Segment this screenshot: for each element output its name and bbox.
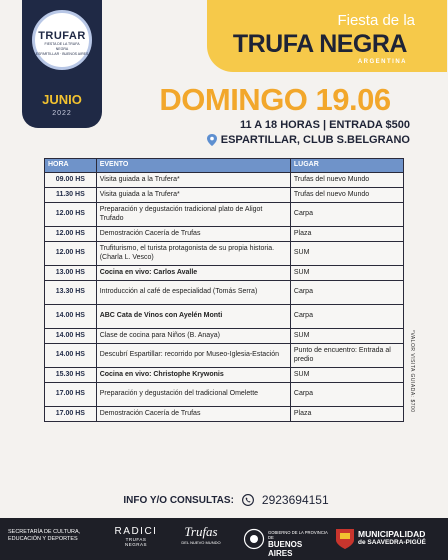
info-contact [96, 493, 356, 507]
row-time: 12.00 HS [45, 242, 97, 266]
table-row [45, 383, 404, 407]
row-event: Introducción al café de especialidad (Tomás Serra) [96, 281, 290, 305]
month-label: JUNIO [42, 92, 82, 107]
table-row [45, 242, 404, 266]
schedule-table [44, 158, 404, 422]
row-event: Preparación y degustación del tradicional Omelette [96, 383, 290, 407]
row-place: Punto de encuentro: Entrada al predio [290, 344, 403, 368]
logo-subtitle: FIESTA DE LA TRUFA NEGRA [44, 42, 80, 51]
info-label: INFO Y/O CONSULTAS: [123, 494, 234, 506]
event-hours: 11 A 18 HORAS | ENTRADA $500 [240, 119, 410, 131]
fiesta-subtitle: Fiesta de la [337, 12, 415, 29]
row-place: SUM [290, 329, 403, 344]
table-row [45, 407, 404, 422]
event-location [140, 134, 410, 146]
trufar-logo [32, 10, 92, 70]
row-event: ABC Cata de Vinos con Ayelén Monti [96, 305, 290, 329]
row-place: Trufas del nuevo Mundo [290, 188, 403, 203]
guided-visit-price-note: *VALOR VISITA GUIADA: $700 [409, 330, 415, 413]
row-event: Trufiturismo, el turista protagonista de su propia historia. (Charla L. Vesco) [96, 242, 290, 266]
trufas-name: Trufas [184, 524, 218, 539]
contact-phone: 2923694151 [261, 493, 329, 507]
row-time: 13.00 HS [45, 266, 97, 281]
row-time: 14.00 HS [45, 344, 97, 368]
row-event: Cocina en vivo: Carlos Avalle [96, 266, 290, 281]
secretaria-logo: SECRETARÍA DE CULTURA, EDUCACIÓN Y DEPORTES [8, 529, 81, 542]
row-event: Preparación y degustación tradicional plato de Aligot Trufado [96, 203, 290, 227]
row-place: SUM [290, 368, 403, 383]
event-place: ESPARTILLAR, CLUB S.BELGRANO [220, 134, 410, 146]
municipalidad-logo [358, 529, 446, 546]
table-row [45, 227, 404, 242]
row-time: 13.30 HS [45, 281, 97, 305]
event-title: TRUFA NEGRA [232, 30, 407, 58]
table-row [45, 281, 404, 305]
trufas-subtitle: DEL NUEVO MUNDO [181, 540, 221, 545]
row-place: Plaza [290, 407, 403, 422]
gobierno-line: GOBIERNO DE LA PROVINCIA DE [268, 530, 328, 540]
header-evento: EVENTO [96, 159, 290, 173]
row-place: Carpa [290, 281, 403, 305]
table-row [45, 188, 404, 203]
provincia-shield-icon [243, 528, 265, 550]
header-hora: HORA [45, 159, 97, 173]
row-time: 12.00 HS [45, 203, 97, 227]
table-row [45, 344, 404, 368]
row-event: Visita guiada a la Trufera* [96, 188, 290, 203]
row-place: Carpa [290, 305, 403, 329]
table-row [45, 329, 404, 344]
row-event: Cocina en vivo: Christophe Krywonis [96, 368, 290, 383]
trufas-nuevo-mundo-logo [176, 524, 226, 545]
table-row [45, 173, 404, 188]
row-place: Plaza [290, 227, 403, 242]
row-place: SUM [290, 266, 403, 281]
row-time: 17.00 HS [45, 383, 97, 407]
header-lugar: LUGAR [290, 159, 403, 173]
event-date: DOMINGO 19.06 [159, 82, 391, 117]
radici-name: RADICI [114, 526, 158, 537]
buenos-aires-label: BUENOS AIRES [268, 540, 303, 558]
row-event: Demostración Cacería de Trufas [96, 407, 290, 422]
radici-subtitle: TRUFAS NEGRAS [124, 537, 147, 547]
year-label: 2022 [52, 110, 72, 117]
row-event: Demostración Cacería de Trufas [96, 227, 290, 242]
row-event: Visita guiada a la Trufera* [96, 173, 290, 188]
table-row [45, 266, 404, 281]
table-row [45, 368, 404, 383]
row-place: Carpa [290, 203, 403, 227]
table-row [45, 203, 404, 227]
municipalidad-label: MUNICIPALIDAD [358, 529, 426, 539]
row-event: Clase de cocina para Niños (B. Anaya) [96, 329, 290, 344]
gobierno-ba-logo [268, 530, 328, 558]
radici-logo [114, 526, 158, 547]
table-header-row [45, 159, 404, 173]
row-time: 14.00 HS [45, 305, 97, 329]
row-time: 15.30 HS [45, 368, 97, 383]
row-place: Carpa [290, 383, 403, 407]
country-label: ARGENTINA [357, 59, 407, 65]
municipalidad-subtitle: de SAAVEDRA-PIGÜÉ [358, 539, 426, 546]
whatsapp-icon [242, 494, 254, 506]
sponsors-footer [0, 518, 448, 560]
row-event: Descubrí Espartillar: recorrido por Museo-Iglesia-Estación [96, 344, 290, 368]
row-time: 14.00 HS [45, 329, 97, 344]
logo-ring-text: ESPARTILLAR · BUENOS AIRES [35, 52, 89, 56]
row-place: Trufas del nuevo Mundo [290, 173, 403, 188]
row-time: 09.00 HS [45, 173, 97, 188]
table-row [45, 305, 404, 329]
municipal-shield-icon [335, 528, 355, 550]
row-time: 17.00 HS [45, 407, 97, 422]
row-time: 11.30 HS [45, 188, 97, 203]
logo-name: TRUFAR [38, 30, 86, 42]
row-place: SUM [290, 242, 403, 266]
location-pin-icon [207, 134, 217, 146]
row-time: 12.00 HS [45, 227, 97, 242]
